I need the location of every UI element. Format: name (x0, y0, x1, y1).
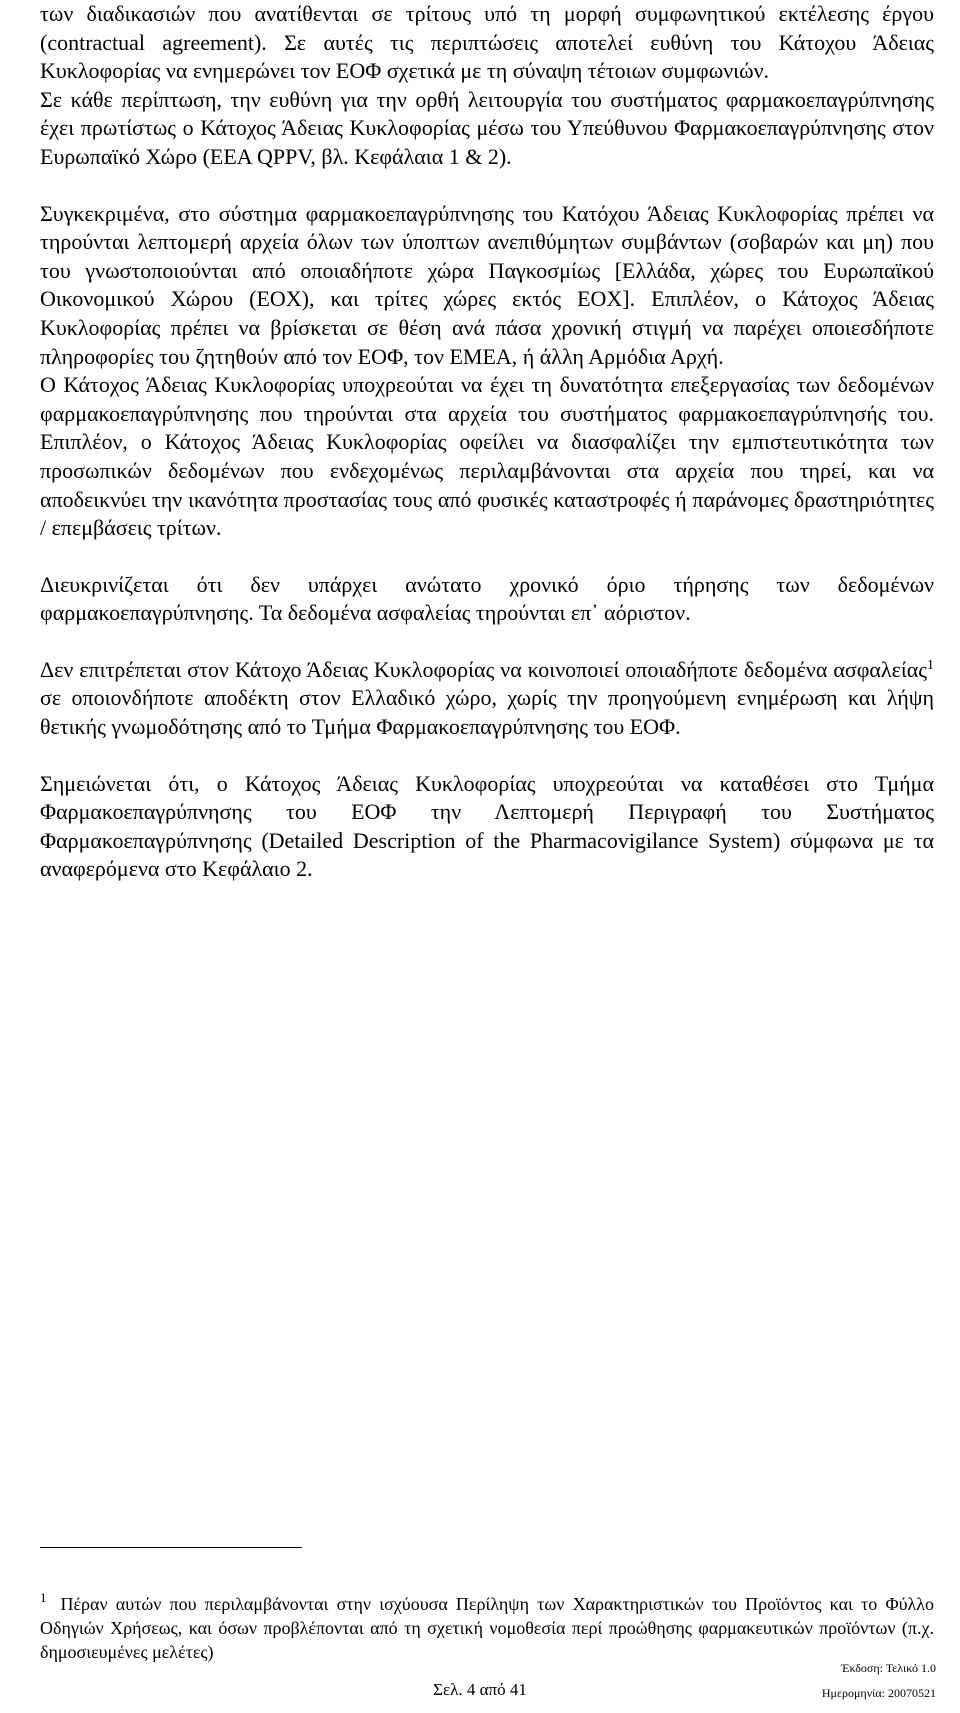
page-number: Σελ. 4 από 41 (433, 1680, 527, 1699)
footnote-divider (40, 1547, 302, 1548)
paragraph-retention: Διευκρινίζεται ότι δεν υπάρχει ανώτατο χρονικό όριο τήρησης των δεδομένων φαρμακοεπαγρύπνησης. Τα δεδομένα ασφαλείας τηρούνται επ᾽ αόριστον. (40, 571, 934, 626)
disclosure-text-start: Δεν επιτρέπεται στον Κάτοχο Άδειας Κυκλοφορίας να κοινοποιεί οποιαδήποτε δεδομένα ασφαλείας (40, 656, 927, 682)
spacer (40, 628, 934, 656)
spacer (40, 742, 934, 770)
footnote-marker: 1 (40, 1590, 47, 1605)
footnote (40, 1592, 934, 1664)
paragraph-disclosure (40, 656, 934, 742)
edition-label: Έκδοση: Τελικό 1.0 (841, 1661, 936, 1675)
footnote-reference[interactable]: 1 (927, 657, 934, 673)
paragraph-responsibility: Σε κάθε περίπτωση, την ευθύνη για την ορθή λειτουργία του συστήματος φαρμακοεπαγρύπνησης έχει πρωτίστως ο Κάτοχος Άδειας Κυκλοφορίας μέσω του Υπεύθυνου Φαρμακοεπαγρύπνησης στον Ευρωπαϊκό Χώρο (EEA QPPV, βλ. Κεφάλαια 1 & 2). (40, 86, 934, 169)
disclosure-text-end: σε οποιονδήποτε αποδέκτη στον Ελλαδικό χώρο, χωρίς την προηγούμενη ενημέρωση και λήψη θετικής γνωμοδότησης από το Τμήμα Φαρμακοεπαγρύπνησης του ΕΟΦ. (40, 685, 934, 740)
paragraph-records: Συγκεκριμένα, στο σύστημα φαρμακοεπαγρύπνησης του Κατόχου Άδειας Κυκλοφορίας πρέπει να τηρούνται λεπτομερή αρχεία όλων των ύποπτων ανεπιθύμητων συμβάντων (σοβαρών και μη) που του γνωστοποιούνται από οποιαδήποτε χώρα Παγκοσμίως [Ελλάδα, χώρες του Ευρωπαϊκού Οικονομικού Χώρου (ΕΟΧ), και τρίτες χώρες εκτός ΕΟΧ]. Επιπλέον, ο Κάτοχος Άδειας Κυκλοφορίας πρέπει να βρίσκεται σε θέση ανά πάσα χρονική στιγμή να παρέχει οποιεσδήποτε πληροφορίες του ζητηθούν από τον ΕΟΦ, τον EMEA, ή άλλη Αρμόδια Αρχή. (40, 200, 934, 369)
spacer (40, 543, 934, 571)
paragraph-contractual-agreement: των διαδικασιών που ανατίθενται σε τρίτους υπό τη μορφή συμφωνητικού εκτέλεσης έργου (contractual agreement). Σε αυτές τις περιπτώσεις αποτελεί ευθύνη του Κάτοχου Άδειας Κυκλοφορίας να ενημερώνει τον ΕΟΦ σχετικά με τη σύναψη τέτοιων συμφωνιών. (40, 1, 934, 84)
date-label: Ημερομηνία: 20070521 (821, 1686, 936, 1700)
spacer (40, 172, 934, 200)
document-body (40, 0, 934, 884)
paragraph-data-processing: Ο Κάτοχος Άδειας Κυκλοφορίας υποχρεούται να έχει τη δυνατότητα επεξεργασίας των δεδομένων φαρμακοεπαγρύπνησης που τηρούνται στα αρχεία του συστήματος φαρμακοεπαγρύπνησής του. Επιπλέον, ο Κάτοχος Άδειας Κυκλοφορίας οφείλει να διασφαλίζει την εμπιστευτικότητα των προσωπικών δεδομένων που ενδεχομένως περιλαμβάνονται στα αρχεία που τηρεί, και να αποδεικνύει την ικανότητα προστασίας τους από φυσικές καταστροφές ή παράνομες δραστηριότητες / επεμβάσεις τρίτων. (40, 372, 934, 541)
paragraph-detailed-description: Σημειώνεται ότι, ο Κάτοχος Άδειας Κυκλοφορίας υποχρεούται να καταθέσει στο Τμήμα Φαρμακοεπαγρύπνησης του ΕΟΦ την Λεπτομερή Περιγραφή του Συστήματος Φαρμακοεπαγρύπνησης (Detailed Description of the Pharmacovigilance System) σύμφωνα με τα αναφερόμενα στο Κεφάλαιο 2. (40, 770, 934, 882)
footnote-text: Πέραν αυτών που περιλαμβάνονται στην ισχύουσα Περίληψη των Χαρακτηριστικών του Προϊόντος και το Φύλλο Οδηγιών Χρήσεως, και όσων προβλέπονται από τη σχετική νομοθεσία περί προώθησης φαρμακευτικών προϊόντων (π.χ. δημοσιευμένες μελέτες) (40, 1594, 934, 1662)
